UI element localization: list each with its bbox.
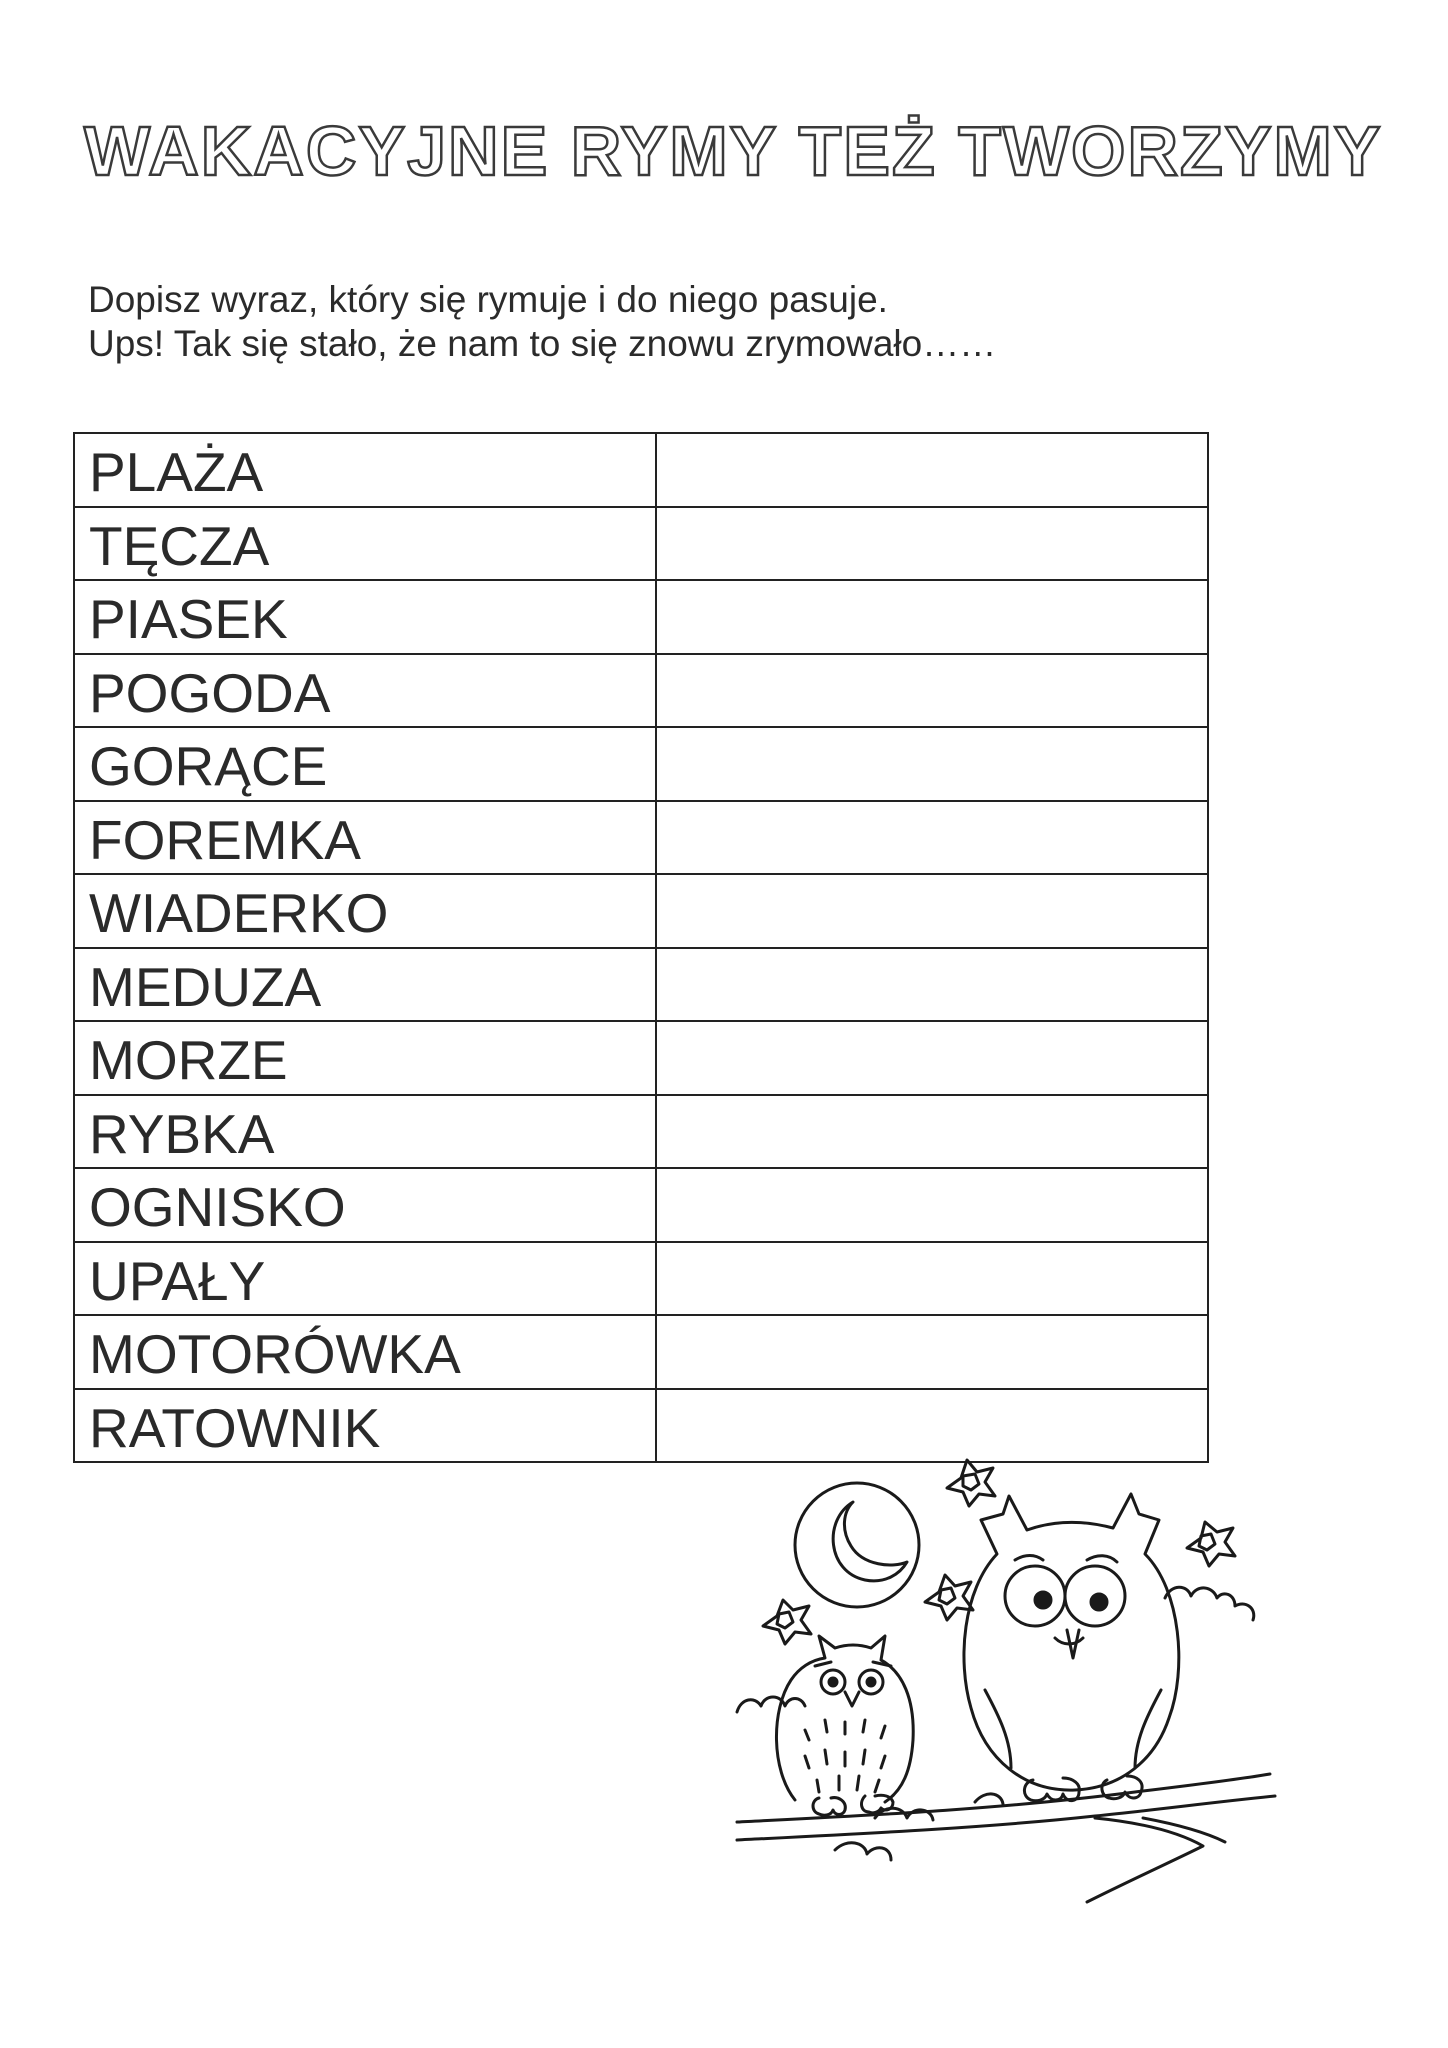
word-cell: TĘCZA xyxy=(74,507,656,581)
star-icon xyxy=(947,1460,995,1506)
answer-cell[interactable] xyxy=(656,433,1208,507)
answer-cell[interactable] xyxy=(656,874,1208,948)
word-cell: PIASEK xyxy=(74,580,656,654)
word-cell: PLAŻA xyxy=(74,433,656,507)
answer-cell[interactable] xyxy=(656,1168,1208,1242)
rhyme-table xyxy=(73,432,1209,1463)
word-cell: OGNISKO xyxy=(74,1168,656,1242)
table-row xyxy=(74,433,1208,507)
answer-cell[interactable] xyxy=(656,801,1208,875)
answer-cell[interactable] xyxy=(656,580,1208,654)
table-row xyxy=(74,654,1208,728)
table-row xyxy=(74,507,1208,581)
answer-cell[interactable] xyxy=(656,507,1208,581)
answer-cell[interactable] xyxy=(656,1315,1208,1389)
answer-cell[interactable] xyxy=(656,1021,1208,1095)
table-row xyxy=(74,727,1208,801)
answer-cell[interactable] xyxy=(656,727,1208,801)
word-cell: MORZE xyxy=(74,1021,656,1095)
word-cell: MOTORÓWKA xyxy=(74,1315,656,1389)
table-row xyxy=(74,1242,1208,1316)
word-cell: WIADERKO xyxy=(74,874,656,948)
star-icon xyxy=(763,1600,811,1644)
table-row xyxy=(74,874,1208,948)
page-title: WAKACYJNE RYMY TEŻ TWORZYMY xyxy=(84,112,1383,190)
answer-cell[interactable] xyxy=(656,948,1208,1022)
answer-cell[interactable] xyxy=(656,1242,1208,1316)
word-cell: FOREMKA xyxy=(74,801,656,875)
answer-cell[interactable] xyxy=(656,1095,1208,1169)
answer-cell[interactable] xyxy=(656,654,1208,728)
instruction-line-1: Dopisz wyraz, który się rymuje i do niego pasuje. xyxy=(88,279,888,320)
table-row xyxy=(74,801,1208,875)
word-cell: UPAŁY xyxy=(74,1242,656,1316)
star-icon xyxy=(925,1575,973,1620)
owls-illustration xyxy=(735,1450,1295,1915)
table-row xyxy=(74,1168,1208,1242)
table-row xyxy=(74,1021,1208,1095)
big-owl-icon xyxy=(964,1494,1179,1801)
table-row xyxy=(74,948,1208,1022)
table-row xyxy=(74,580,1208,654)
star-icon xyxy=(1187,1522,1235,1566)
instructions xyxy=(88,278,996,366)
word-cell: RYBKA xyxy=(74,1095,656,1169)
word-cell: RATOWNIK xyxy=(74,1389,656,1463)
word-cell: POGODA xyxy=(74,654,656,728)
small-owl-icon xyxy=(776,1636,913,1815)
word-cell: MEDUZA xyxy=(74,948,656,1022)
word-cell: GORĄCE xyxy=(74,727,656,801)
instruction-line-2: Ups! Tak się stało, że nam to się znowu zrymowało…… xyxy=(88,323,997,364)
moon-icon xyxy=(795,1483,919,1607)
table-row xyxy=(74,1095,1208,1169)
branch-icon xyxy=(737,1774,1275,1902)
table-row xyxy=(74,1315,1208,1389)
